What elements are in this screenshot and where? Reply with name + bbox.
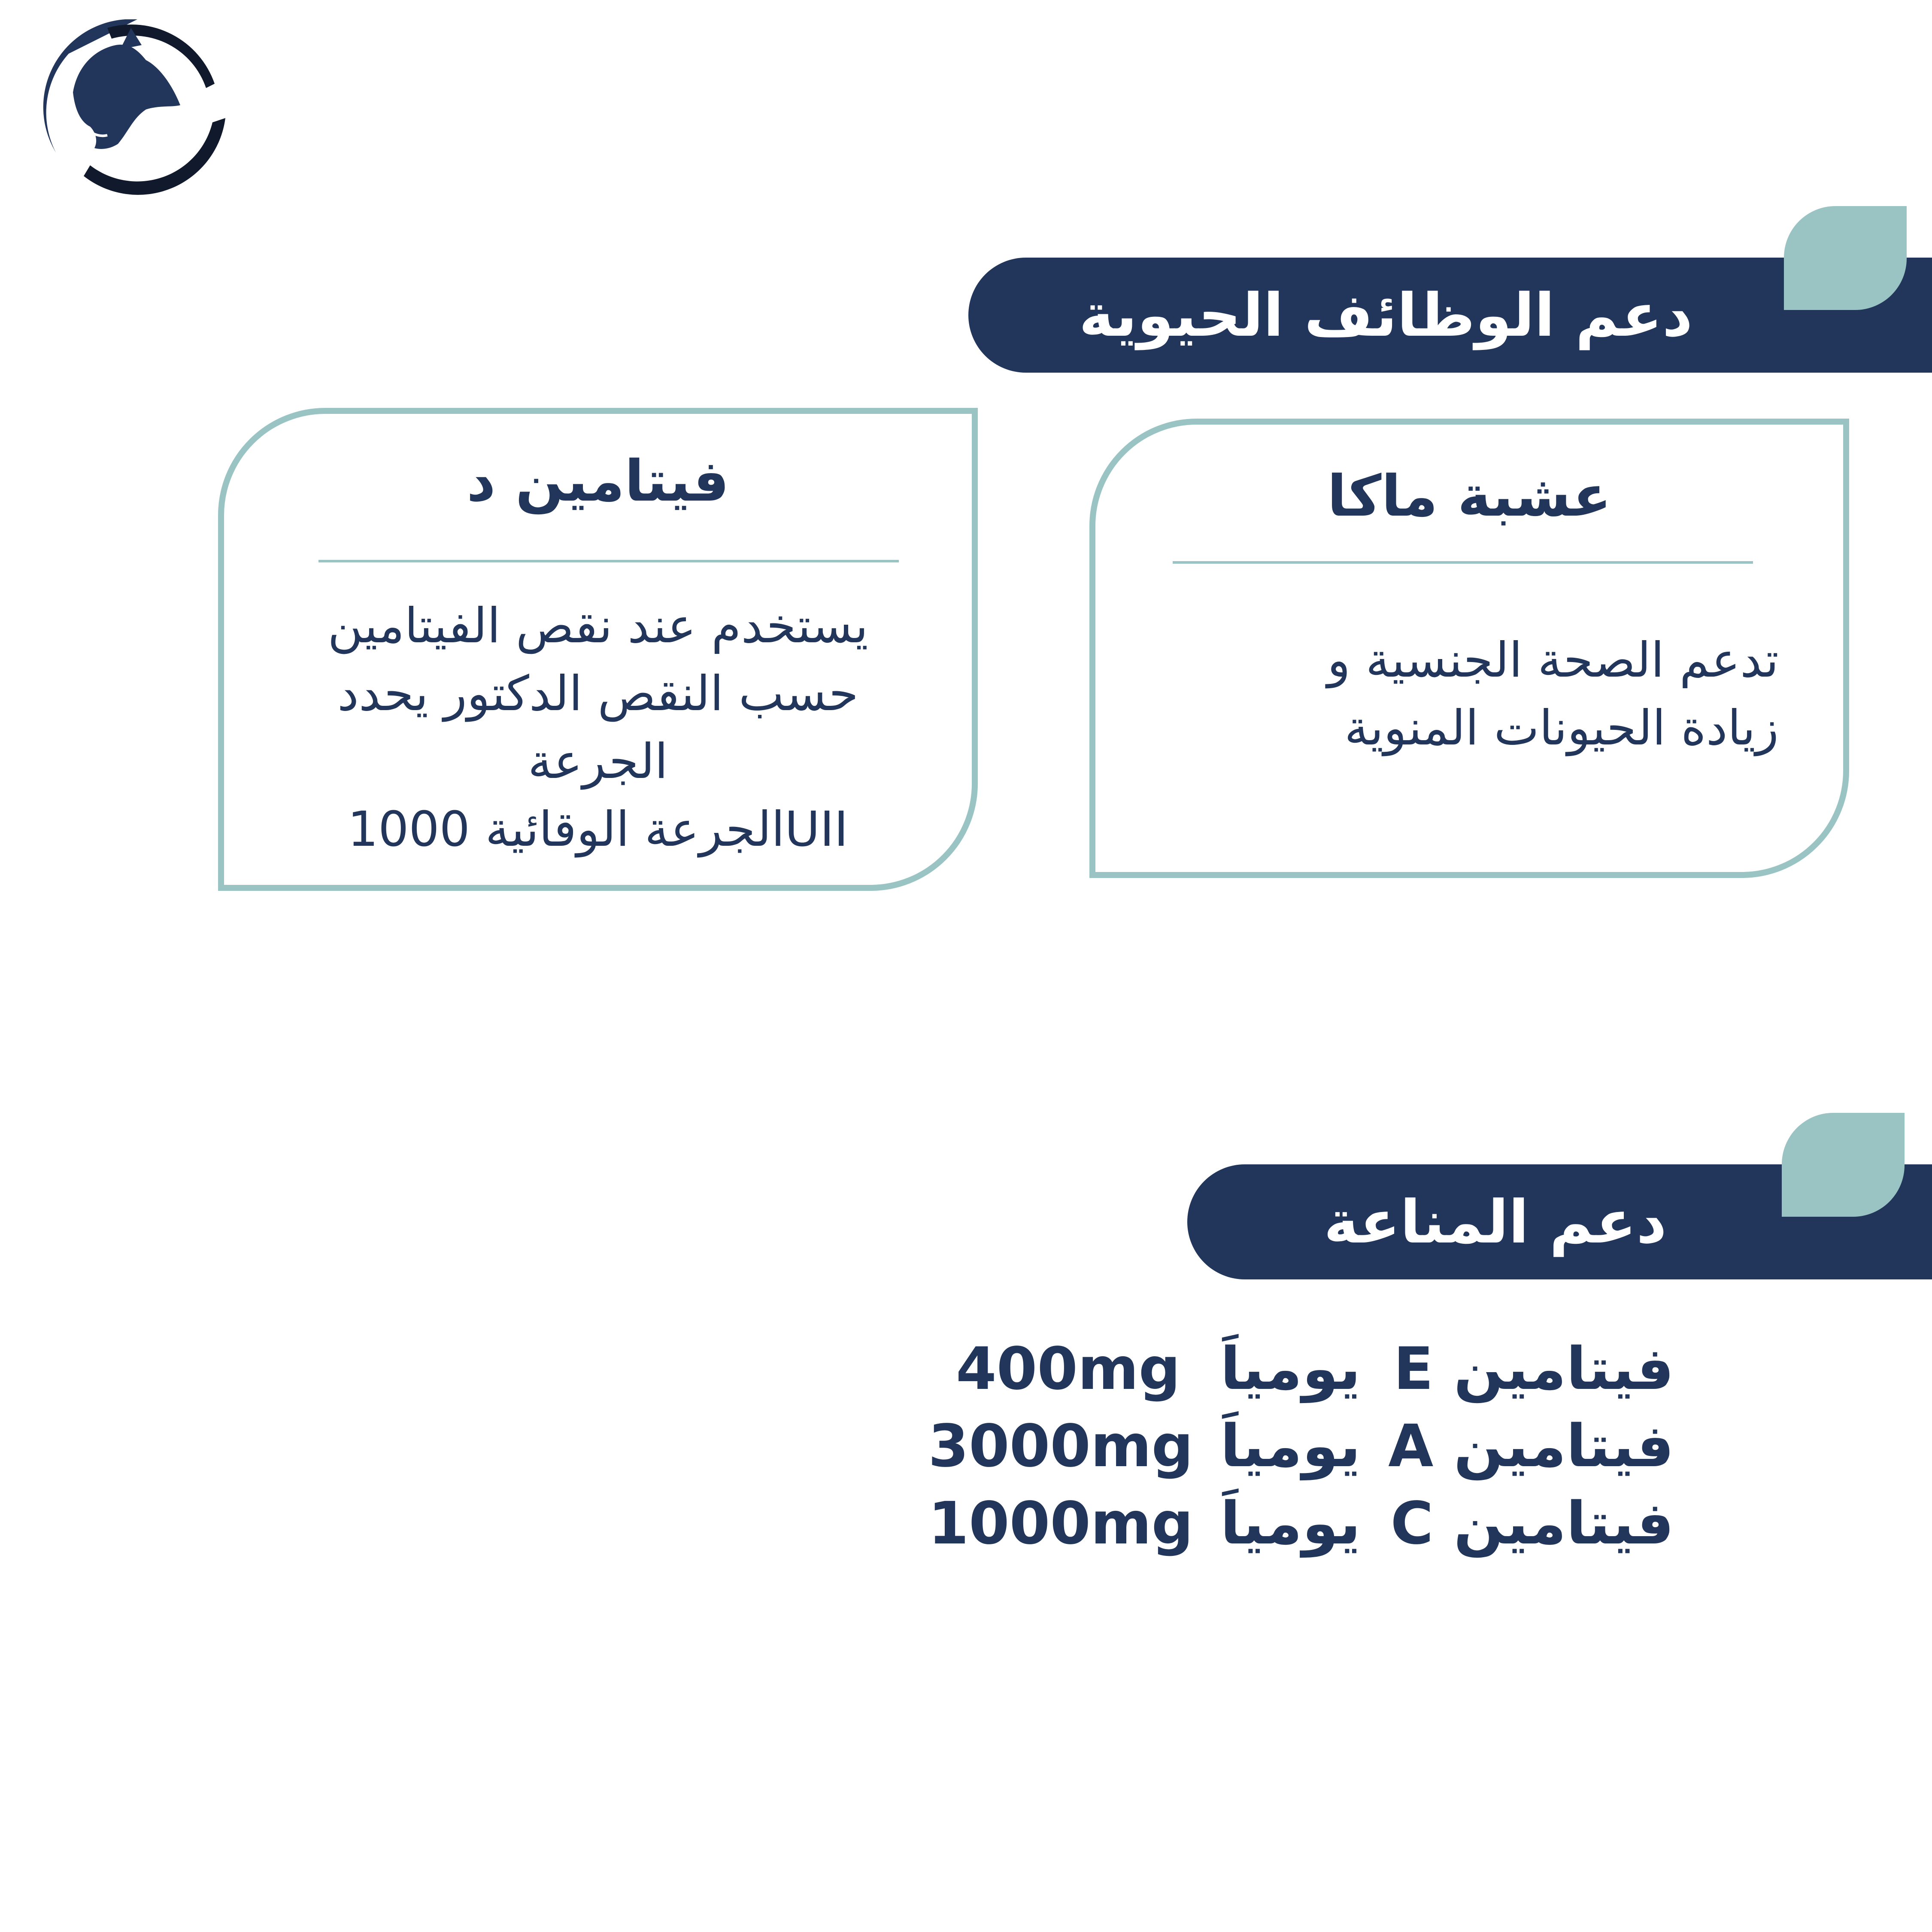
card-title-maca: عشبة ماكا: [1327, 463, 1611, 529]
card-text-line: يستخدم عند نقص الفيتامين: [328, 598, 868, 654]
dose-frequency: يومياَ: [1220, 1490, 1361, 1558]
section-title-vital-functions: دعم الوظائف الحيوية: [1079, 280, 1693, 350]
card-text-line: UIIالجرعة الوقائية 1000: [347, 802, 849, 857]
dose-row-vitamin-c: [923, 1490, 1674, 1567]
card-vitamin-d: [218, 408, 978, 891]
dose-frequency: يومياَ: [1220, 1335, 1361, 1403]
dose-vitamin-name: فيتامين A: [1388, 1413, 1674, 1480]
card-title-vitamin-d: فيتامين د: [467, 448, 729, 514]
dose-amount: 3000mg: [928, 1413, 1193, 1480]
dose-vitamin-name: فيتامين C: [1390, 1490, 1674, 1558]
card-body-maca: [1125, 626, 1779, 762]
card-body-vitamin-d: [254, 592, 942, 863]
card-divider: [318, 560, 899, 562]
section-header-vital-functions: [968, 258, 1932, 373]
card-divider: [1173, 561, 1753, 564]
card-maca: [1089, 419, 1849, 878]
dose-row-vitamin-e: [923, 1335, 1674, 1413]
card-text-line: زيادة الحيونات المنوية: [1344, 700, 1779, 756]
dose-amount: 400mg: [956, 1335, 1180, 1403]
section-header-immunity: [1187, 1164, 1932, 1279]
card-text-line: الجرعة: [528, 734, 668, 790]
card-text-line: حسب النقص الدكتور يحدد: [337, 666, 859, 722]
dose-amount: 1000mg: [928, 1490, 1193, 1558]
dose-row-vitamin-a: [923, 1413, 1674, 1490]
horse-head-logo-icon: [43, 19, 232, 195]
dose-vitamin-name: فيتامين E: [1393, 1335, 1674, 1403]
card-text-line: تدعم الصحة الجنسية و: [1327, 632, 1779, 688]
section-title-immunity: دعم المناعة: [1323, 1187, 1667, 1257]
dose-frequency: يومياَ: [1220, 1413, 1361, 1480]
